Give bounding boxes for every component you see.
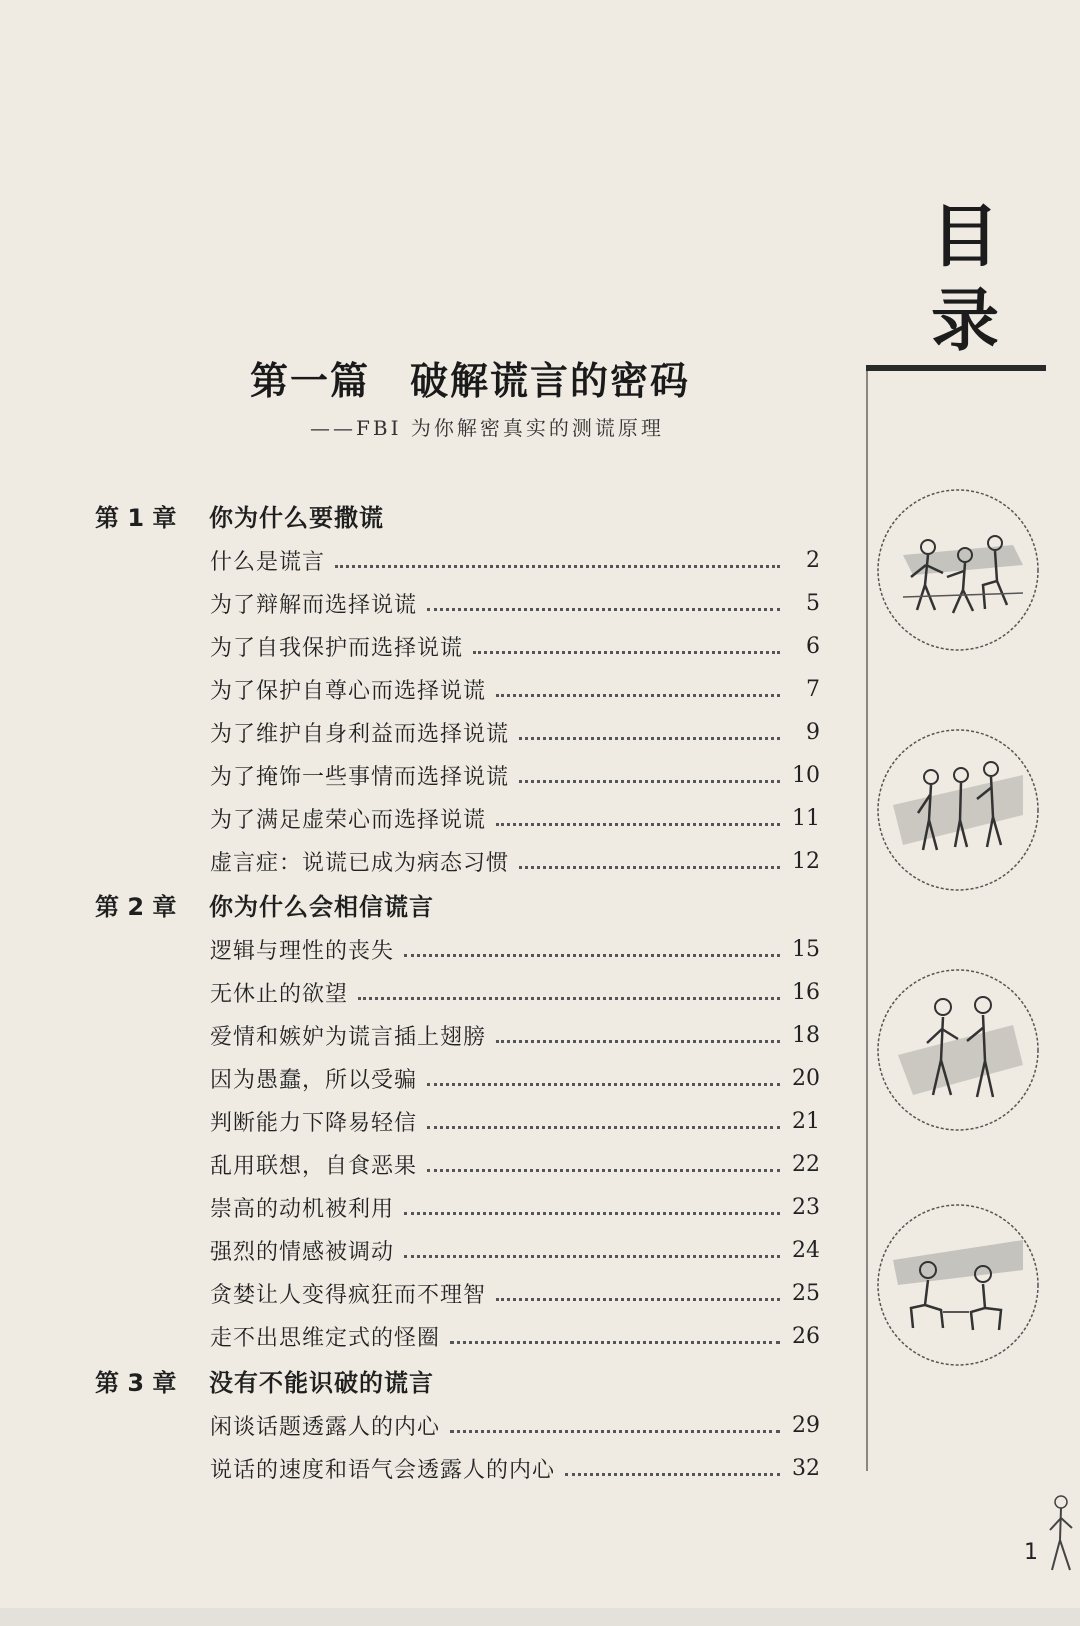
leader-dots: [404, 1253, 780, 1258]
leader-dots: [404, 1210, 780, 1215]
toc-entry-title: 贪婪让人变得疯狂而不理智: [210, 1282, 487, 1308]
leader-dots: [427, 606, 780, 611]
toc-entry-page: 18: [792, 1022, 820, 1048]
bottom-margin-band: [0, 1608, 1080, 1626]
toc-entry[interactable]: [210, 542, 820, 578]
chapter-title: 你为什么会相信谎言: [209, 892, 434, 921]
toc-entry[interactable]: [210, 1407, 820, 1443]
part-title: 第一篇 破解谎言的密码: [249, 358, 690, 403]
toc-entry-page: 9: [806, 719, 820, 745]
toc-entry[interactable]: [210, 1450, 820, 1486]
toc-entry-page: 7: [806, 676, 820, 702]
sketch-illustration-2: [873, 725, 1043, 895]
toc-entry-title: 崇高的动机被利用: [210, 1196, 395, 1222]
toc-entry[interactable]: [210, 1146, 820, 1182]
toc-entry-title: 强烈的情感被调动: [210, 1239, 395, 1265]
toc-heading-char-2: 录: [930, 281, 999, 361]
chapter-number: 第 1 章: [95, 503, 177, 532]
toc-entry[interactable]: [210, 628, 820, 664]
toc-entry[interactable]: [210, 714, 820, 750]
toc-heading-char-1: 目: [930, 197, 999, 277]
toc-entry-page: 23: [792, 1194, 820, 1220]
chapter-heading: [95, 884, 815, 924]
toc-entry-page: 5: [806, 590, 820, 616]
leader-dots: [473, 649, 780, 654]
toc-entry-page: 32: [792, 1455, 820, 1481]
toc-entry[interactable]: [210, 1189, 820, 1225]
page-number: 1: [1024, 1540, 1038, 1565]
toc-entry-title: 说话的速度和语气会透露人的内心: [210, 1457, 556, 1483]
toc-entry-title: 虚言症：说谎已成为病态习惯: [210, 850, 510, 876]
leader-dots: [450, 1428, 780, 1433]
margin-vertical-rule: [866, 371, 868, 1471]
toc-entry[interactable]: [210, 1318, 820, 1354]
leader-dots: [565, 1471, 780, 1476]
sketch-illustration-3: [873, 965, 1043, 1135]
toc-entry-title: 爱情和嫉妒为谎言插上翅膀: [210, 1024, 487, 1050]
sketch-illustration-4: [873, 1200, 1043, 1370]
leader-dots: [496, 1038, 780, 1043]
leader-dots: [404, 952, 780, 957]
leader-dots: [519, 864, 780, 869]
toc-entry-page: 26: [792, 1323, 820, 1349]
toc-entry-page: 29: [792, 1412, 820, 1438]
toc-entry[interactable]: [210, 1275, 820, 1311]
toc-entry-title: 乱用联想，自食恶果: [210, 1153, 418, 1179]
toc-entry[interactable]: [210, 843, 820, 879]
toc-entry-page: 10: [792, 762, 820, 788]
toc-entry-page: 15: [792, 936, 820, 962]
leader-dots: [519, 735, 780, 740]
toc-entry-title: 走不出思维定式的怪圈: [210, 1325, 441, 1351]
chapter-number: 第 3 章: [95, 1368, 177, 1397]
toc-entry-page: 6: [806, 633, 820, 659]
toc-entry-title: 逻辑与理性的丧失: [210, 938, 395, 964]
leader-dots: [427, 1081, 780, 1086]
toc-entry-page: 24: [792, 1237, 820, 1263]
toc-entry-page: 16: [792, 979, 820, 1005]
leader-dots: [496, 821, 780, 826]
leader-dots: [450, 1339, 780, 1344]
toc-entry-title: 无休止的欲望: [210, 981, 349, 1007]
chapter-number: 第 2 章: [95, 892, 177, 921]
chapter-heading: [95, 495, 815, 535]
toc-entry-title: 为了满足虚荣心而选择说谎: [210, 807, 487, 833]
heading-rule: [866, 365, 1046, 371]
footer-sketch-icon: [1046, 1490, 1076, 1580]
toc-entry[interactable]: [210, 1017, 820, 1053]
toc-entry-page: 2: [806, 547, 820, 573]
toc-entry-title: 为了掩饰一些事情而选择说谎: [210, 764, 510, 790]
toc-entry-page: 20: [792, 1065, 820, 1091]
toc-entry-page: 25: [792, 1280, 820, 1306]
toc-entry-title: 为了辩解而选择说谎: [210, 592, 418, 618]
toc-entry-title: 因为愚蠢，所以受骗: [210, 1067, 418, 1093]
leader-dots: [427, 1124, 780, 1129]
toc-entry-page: 11: [792, 805, 820, 831]
leader-dots: [496, 1296, 780, 1301]
toc-entry-title: 判断能力下降易轻信: [210, 1110, 418, 1136]
toc-entry[interactable]: [210, 585, 820, 621]
chapter-heading: [95, 1360, 815, 1400]
toc-entry-page: 12: [792, 848, 820, 874]
part-subtitle: ——FBI 为你解密真实的测谎原理: [310, 416, 664, 440]
toc-entry-page: 22: [792, 1151, 820, 1177]
toc-entry[interactable]: [210, 974, 820, 1010]
chapter-title: 你为什么要撒谎: [209, 503, 384, 532]
toc-entry-title: 为了维护自身利益而选择说谎: [210, 721, 510, 747]
toc-entry[interactable]: [210, 1060, 820, 1096]
toc-entry[interactable]: [210, 757, 820, 793]
toc-entry[interactable]: [210, 1103, 820, 1139]
toc-heading: [925, 195, 1005, 363]
toc-entry-page: 21: [792, 1108, 820, 1134]
leader-dots: [427, 1167, 780, 1172]
toc-entry[interactable]: [210, 1232, 820, 1268]
toc-entry[interactable]: [210, 671, 820, 707]
toc-entry-title: 为了自我保护而选择说谎: [210, 635, 464, 661]
sketch-illustration-1: [873, 485, 1043, 655]
toc-entry-title: 什么是谎言: [210, 549, 326, 575]
leader-dots: [519, 778, 780, 783]
toc-entry-title: 为了保护自尊心而选择说谎: [210, 678, 487, 704]
leader-dots: [358, 995, 780, 1000]
toc-entry[interactable]: [210, 800, 820, 836]
leader-dots: [335, 563, 780, 568]
toc-entry-title: 闲谈话题透露人的内心: [210, 1414, 441, 1440]
toc-entry[interactable]: [210, 931, 820, 967]
chapter-title: 没有不能识破的谎言: [209, 1368, 434, 1397]
leader-dots: [496, 692, 780, 697]
